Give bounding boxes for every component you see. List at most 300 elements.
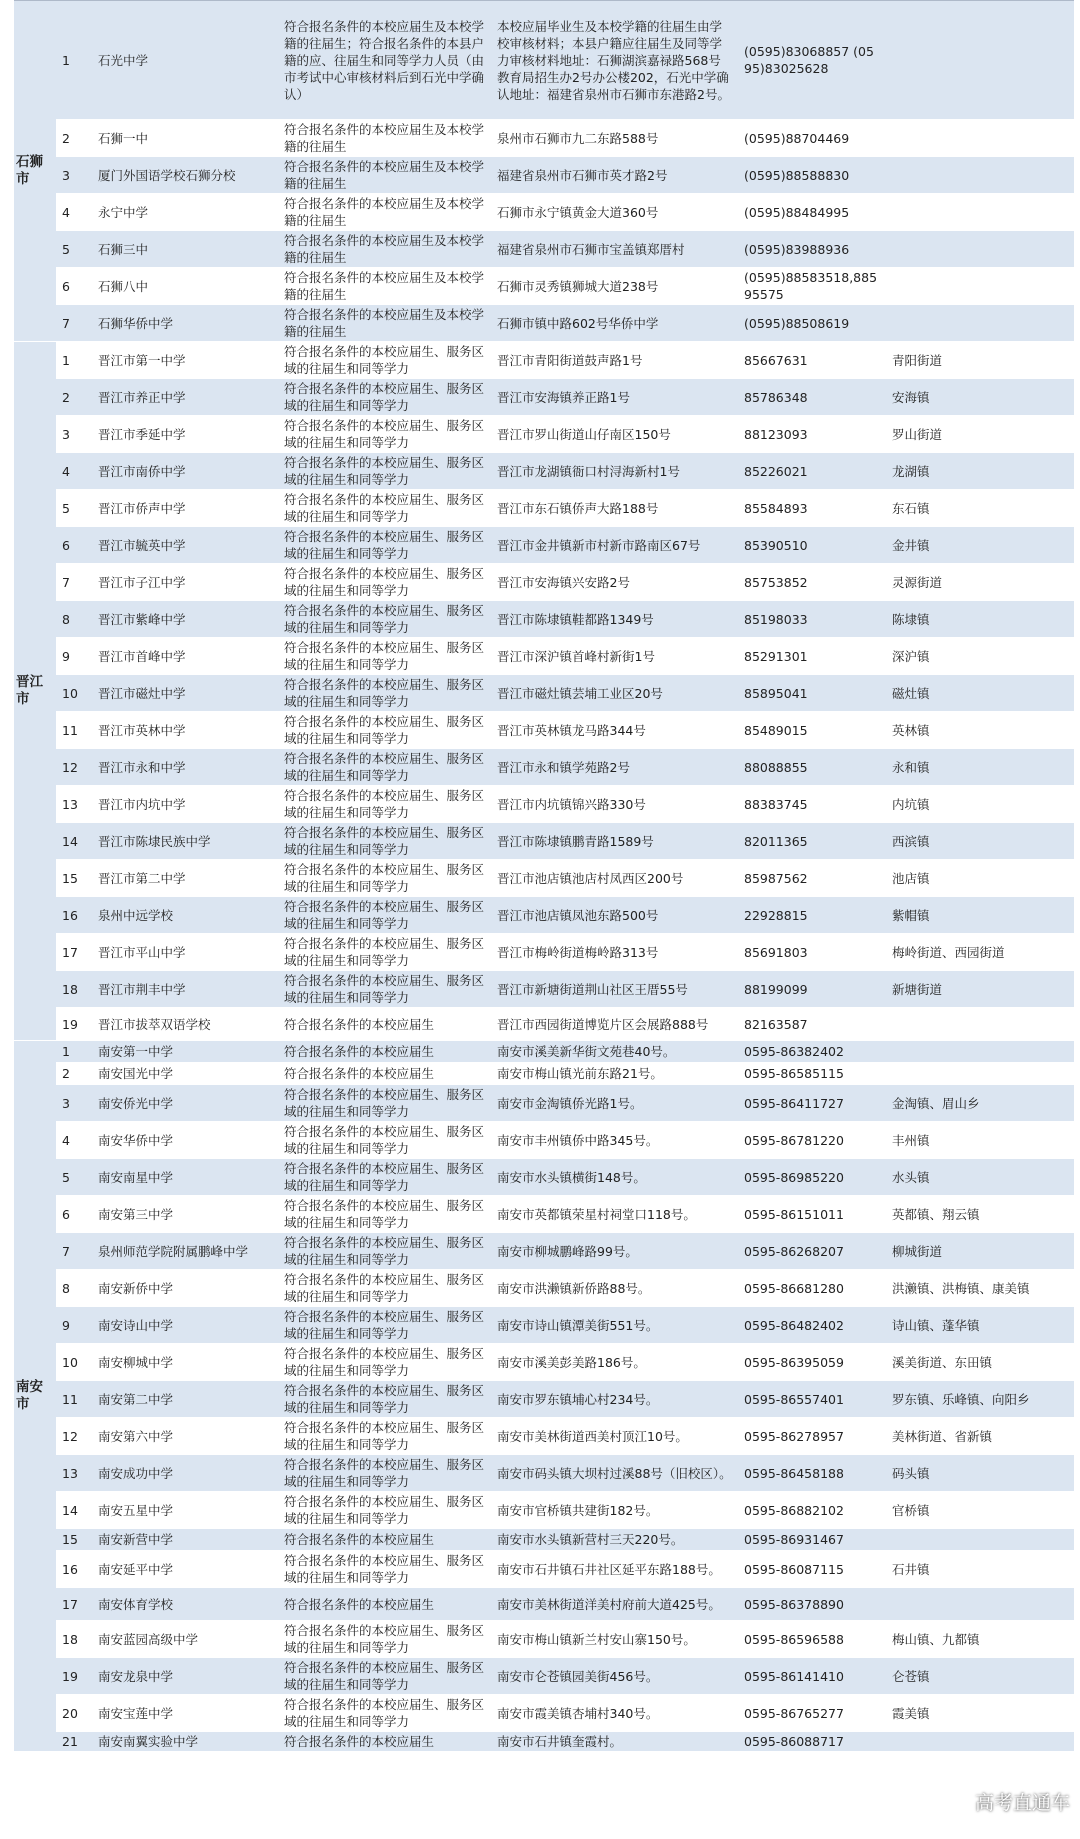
eligibility-text: 符合报名条件的本校应届生、服务区域的往届生和同等学力 [278, 1381, 491, 1418]
service-area: 池店镇 [886, 860, 1074, 897]
service-area [886, 231, 1074, 268]
service-area: 磁灶镇 [886, 675, 1074, 712]
service-area: 龙湖镇 [886, 453, 1074, 490]
address: 晋江市池店镇池店村凤西区200号 [491, 860, 738, 897]
school-name: 晋江市平山中学 [92, 934, 278, 971]
school-name: 石狮华侨中学 [92, 305, 278, 342]
phone-number: 22928815 [738, 897, 886, 934]
school-name: 南安第六中学 [92, 1418, 278, 1455]
phone-number: 0595-86268207 [738, 1233, 886, 1270]
eligibility-text: 符合报名条件的本校应届生及本校学籍的往届生 [278, 305, 491, 342]
eligibility-text: 符合报名条件的本校应届生及本校学籍的往届生 [278, 231, 491, 268]
eligibility-text: 符合报名条件的本校应届生、服务区域的往届生和同等学力 [278, 1551, 491, 1588]
school-name: 晋江市陈埭民族中学 [92, 823, 278, 860]
table-row [14, 1196, 1074, 1233]
row-number: 17 [56, 1588, 92, 1621]
school-name: 南安第三中学 [92, 1196, 278, 1233]
eligibility-text: 符合报名条件的本校应届生、服务区域的往届生和同等学力 [278, 453, 491, 490]
school-table [14, 0, 1074, 1752]
row-number: 7 [56, 1233, 92, 1270]
phone-number: 85390510 [738, 527, 886, 564]
address: 南安市仑苍镇园美街456号。 [491, 1658, 738, 1695]
phone-number: 0595-86382402 [738, 1041, 886, 1063]
table-row [14, 1159, 1074, 1196]
eligibility-text: 符合报名条件的本校应届生 [278, 1529, 491, 1551]
school-name: 南安蓝园高级中学 [92, 1621, 278, 1658]
address: 晋江市金井镇新市村新市路南区67号 [491, 527, 738, 564]
school-name: 南安新侨中学 [92, 1270, 278, 1307]
eligibility-text: 符合报名条件的本校应届生、服务区域的往届生和同等学力 [278, 1196, 491, 1233]
eligibility-text: 符合报名条件的本校应届生、服务区域的往届生和同等学力 [278, 1233, 491, 1270]
phone-number: 0595-86088717 [738, 1732, 886, 1752]
phone-number: 85198033 [738, 601, 886, 638]
address: 福建省泉州市石狮市宝盖镇郑厝村 [491, 231, 738, 268]
service-area: 仑苍镇 [886, 1658, 1074, 1695]
city-name: 石狮市 [14, 1, 56, 342]
table-row [14, 453, 1074, 490]
phone-number: 85895041 [738, 675, 886, 712]
row-number: 9 [56, 1307, 92, 1344]
eligibility-text: 符合报名条件的本校应届生、服务区域的往届生和同等学力 [278, 712, 491, 749]
phone-number: 0595-86482402 [738, 1307, 886, 1344]
row-number: 4 [56, 1122, 92, 1159]
row-number: 12 [56, 1418, 92, 1455]
service-area: 永和镇 [886, 749, 1074, 786]
service-area [886, 194, 1074, 231]
school-name: 南安国光中学 [92, 1063, 278, 1085]
eligibility-text: 符合报名条件的本校应届生、服务区域的往届生和同等学力 [278, 1695, 491, 1732]
row-number: 13 [56, 786, 92, 823]
eligibility-text: 符合报名条件的本校应届生、服务区域的往届生和同等学力 [278, 860, 491, 897]
school-name: 晋江市养正中学 [92, 379, 278, 416]
table-row [14, 1455, 1074, 1492]
table-row [14, 860, 1074, 897]
address: 晋江市磁灶镇芸埔工业区20号 [491, 675, 738, 712]
school-name: 南安五星中学 [92, 1492, 278, 1529]
phone-number: 85489015 [738, 712, 886, 749]
school-name: 泉州中远学校 [92, 897, 278, 934]
row-number: 5 [56, 1159, 92, 1196]
table-row [14, 1529, 1074, 1551]
phone-number: (0595)88583518,88595575 [738, 268, 886, 305]
service-area [886, 157, 1074, 194]
service-area: 石井镇 [886, 1551, 1074, 1588]
eligibility-text: 符合报名条件的本校应届生、服务区域的往届生和同等学力 [278, 934, 491, 971]
service-area [886, 1041, 1074, 1063]
table-row [14, 1732, 1074, 1752]
row-number: 15 [56, 1529, 92, 1551]
table-row [14, 638, 1074, 675]
phone-number: 0595-86458188 [738, 1455, 886, 1492]
table-row [14, 157, 1074, 194]
address: 石狮市灵秀镇狮城大道238号 [491, 268, 738, 305]
service-area: 梅岭街道、西园街道 [886, 934, 1074, 971]
eligibility-text: 符合报名条件的本校应届生 [278, 1588, 491, 1621]
phone-number: 0595-86931467 [738, 1529, 886, 1551]
service-area [886, 305, 1074, 342]
service-area: 溪美街道、东田镇 [886, 1344, 1074, 1381]
table-row [14, 1122, 1074, 1159]
school-name: 晋江市首峰中学 [92, 638, 278, 675]
phone-number: 0595-86378890 [738, 1588, 886, 1621]
eligibility-text: 符合报名条件的本校应届生、服务区域的往届生和同等学力 [278, 1344, 491, 1381]
school-name: 晋江市毓英中学 [92, 527, 278, 564]
eligibility-text: 符合报名条件的本校应届生、服务区域的往届生和同等学力 [278, 1658, 491, 1695]
service-area [886, 1529, 1074, 1551]
eligibility-text: 符合报名条件的本校应届生、服务区域的往届生和同等学力 [278, 675, 491, 712]
row-number: 3 [56, 1085, 92, 1122]
phone-number: 0595-86141410 [738, 1658, 886, 1695]
table-row [14, 749, 1074, 786]
phone-number: 0595-86151011 [738, 1196, 886, 1233]
phone-number: 0595-86681280 [738, 1270, 886, 1307]
phone-number: 85786348 [738, 379, 886, 416]
phone-number: 0595-86765277 [738, 1695, 886, 1732]
school-name: 南安龙泉中学 [92, 1658, 278, 1695]
table-row [14, 712, 1074, 749]
table-row [14, 305, 1074, 342]
table-row [14, 342, 1074, 379]
address: 南安市诗山镇潭美街551号。 [491, 1307, 738, 1344]
table-row [14, 1344, 1074, 1381]
address: 晋江市龙湖镇衙口村浔海新村1号 [491, 453, 738, 490]
service-area: 官桥镇 [886, 1492, 1074, 1529]
service-area: 金井镇 [886, 527, 1074, 564]
table-row [14, 675, 1074, 712]
school-name: 石狮八中 [92, 268, 278, 305]
eligibility-text: 符合报名条件的本校应届生、服务区域的往届生和同等学力 [278, 342, 491, 379]
address: 石狮市永宁镇黄金大道360号 [491, 194, 738, 231]
address: 南安市英都镇荣星村祠堂口118号。 [491, 1196, 738, 1233]
school-name: 南安第二中学 [92, 1381, 278, 1418]
address: 泉州市石狮市九二东路588号 [491, 120, 738, 157]
row-number: 7 [56, 564, 92, 601]
service-area: 霞美镇 [886, 1695, 1074, 1732]
row-number: 5 [56, 490, 92, 527]
row-number: 16 [56, 1551, 92, 1588]
school-name: 南安新营中学 [92, 1529, 278, 1551]
table-row [14, 1551, 1074, 1588]
eligibility-text: 符合报名条件的本校应届生及本校学籍的往届生 [278, 268, 491, 305]
row-number: 2 [56, 1063, 92, 1085]
service-area [886, 1732, 1074, 1752]
table-row [14, 786, 1074, 823]
service-area: 灵源街道 [886, 564, 1074, 601]
phone-number: 88383745 [738, 786, 886, 823]
row-number: 17 [56, 934, 92, 971]
address: 南安市溪美新华街文苑巷40号。 [491, 1041, 738, 1063]
eligibility-text: 符合报名条件的本校应届生、服务区域的往届生和同等学力 [278, 1122, 491, 1159]
table-row [14, 194, 1074, 231]
eligibility-text: 符合报名条件的本校应届生、服务区域的往届生和同等学力 [278, 1418, 491, 1455]
eligibility-text: 符合报名条件的本校应届生、服务区域的往届生和同等学力 [278, 1307, 491, 1344]
service-area [886, 1588, 1074, 1621]
phone-number: 82163587 [738, 1008, 886, 1041]
phone-number: 0595-86557401 [738, 1381, 886, 1418]
table-row [14, 490, 1074, 527]
address: 本校应届毕业生及本校学籍的往届生由学校审核材料；本县户籍应往届生及同等学力审核材料地址：石狮湖滨嘉禄路568号教育局招生办2号办公楼202，石光中学确认地址：福建省泉州市石狮市东港路2号。 [491, 1, 738, 120]
service-area: 洪濑镇、洪梅镇、康美镇 [886, 1270, 1074, 1307]
table-row [14, 1381, 1074, 1418]
service-area: 青阳街道 [886, 342, 1074, 379]
eligibility-text: 符合报名条件的本校应届生 [278, 1063, 491, 1085]
service-area: 西滨镇 [886, 823, 1074, 860]
row-number: 20 [56, 1695, 92, 1732]
phone-number: 88123093 [738, 416, 886, 453]
address: 晋江市梅岭街道梅岭路313号 [491, 934, 738, 971]
phone-number: (0595)88588830 [738, 157, 886, 194]
school-name: 永宁中学 [92, 194, 278, 231]
table-row [14, 934, 1074, 971]
table-row [14, 897, 1074, 934]
phone-number: 88199099 [738, 971, 886, 1008]
address: 南安市金淘镇侨光路1号。 [491, 1085, 738, 1122]
row-number: 7 [56, 305, 92, 342]
address: 南安市柳城鹏峰路99号。 [491, 1233, 738, 1270]
service-area: 金淘镇、眉山乡 [886, 1085, 1074, 1122]
row-number: 1 [56, 1041, 92, 1063]
school-name: 厦门外国语学校石狮分校 [92, 157, 278, 194]
phone-number: (0595)83068857 (0595)83025628 [738, 1, 886, 120]
table-row [14, 1008, 1074, 1041]
service-area [886, 1, 1074, 120]
phone-number: (0595)88484995 [738, 194, 886, 231]
school-name: 晋江市拔萃双语学校 [92, 1008, 278, 1041]
school-name: 晋江市季延中学 [92, 416, 278, 453]
service-area: 柳城街道 [886, 1233, 1074, 1270]
eligibility-text: 符合报名条件的本校应届生、服务区域的往届生和同等学力 [278, 416, 491, 453]
address: 晋江市安海镇养正路1号 [491, 379, 738, 416]
address: 晋江市青阳街道鼓声路1号 [491, 342, 738, 379]
address: 晋江市英林镇龙马路344号 [491, 712, 738, 749]
row-number: 19 [56, 1658, 92, 1695]
service-area: 丰州镇 [886, 1122, 1074, 1159]
table-row [14, 379, 1074, 416]
row-number: 13 [56, 1455, 92, 1492]
row-number: 5 [56, 231, 92, 268]
service-area: 水头镇 [886, 1159, 1074, 1196]
row-number: 19 [56, 1008, 92, 1041]
school-name: 南安侨光中学 [92, 1085, 278, 1122]
phone-number: 0595-86585115 [738, 1063, 886, 1085]
service-area: 罗山街道 [886, 416, 1074, 453]
service-area: 新塘街道 [886, 971, 1074, 1008]
row-number: 1 [56, 1, 92, 120]
table-row [14, 1233, 1074, 1270]
row-number: 8 [56, 601, 92, 638]
address: 晋江市永和镇学苑路2号 [491, 749, 738, 786]
city-name: 南安市 [14, 1041, 56, 1752]
school-name: 南安南星中学 [92, 1159, 278, 1196]
eligibility-text: 符合报名条件的本校应届生、服务区域的往届生和同等学力 [278, 1492, 491, 1529]
service-area: 内坑镇 [886, 786, 1074, 823]
table-row [14, 527, 1074, 564]
row-number: 16 [56, 897, 92, 934]
table-row [14, 1270, 1074, 1307]
school-name: 晋江市荆丰中学 [92, 971, 278, 1008]
address: 晋江市西园街道博览片区会展路888号 [491, 1008, 738, 1041]
table-row [14, 1307, 1074, 1344]
address: 晋江市东石镇侨声大路188号 [491, 490, 738, 527]
service-area: 英都镇、翔云镇 [886, 1196, 1074, 1233]
table-row [14, 120, 1074, 157]
eligibility-text: 符合报名条件的本校应届生、服务区域的往届生和同等学力 [278, 749, 491, 786]
row-number: 3 [56, 416, 92, 453]
table-row [14, 268, 1074, 305]
table-row [14, 601, 1074, 638]
school-name: 晋江市英林中学 [92, 712, 278, 749]
school-name: 南安延平中学 [92, 1551, 278, 1588]
eligibility-text: 符合报名条件的本校应届生及本校学籍的往届生；符合报名条件的本县户籍的应、往届生和同等学力人员（由市考试中心审核材料后到石光中学确认） [278, 1, 491, 120]
school-name: 南安诗山中学 [92, 1307, 278, 1344]
eligibility-text: 符合报名条件的本校应届生、服务区域的往届生和同等学力 [278, 1621, 491, 1658]
school-name: 南安第一中学 [92, 1041, 278, 1063]
school-name: 晋江市侨声中学 [92, 490, 278, 527]
school-name: 南安柳城中学 [92, 1344, 278, 1381]
table-row [14, 1621, 1074, 1658]
row-number: 12 [56, 749, 92, 786]
row-number: 6 [56, 268, 92, 305]
address: 南安市美林街道西美村顶江10号。 [491, 1418, 738, 1455]
address: 南安市美林街道洋美村府前大道425号。 [491, 1588, 738, 1621]
row-number: 1 [56, 342, 92, 379]
address: 南安市霞美镇杏埔村340号。 [491, 1695, 738, 1732]
service-area [886, 268, 1074, 305]
address: 南安市梅山镇光前东路21号。 [491, 1063, 738, 1085]
eligibility-text: 符合报名条件的本校应届生及本校学籍的往届生 [278, 157, 491, 194]
address: 晋江市罗山街道山仔南区150号 [491, 416, 738, 453]
row-number: 10 [56, 675, 92, 712]
row-number: 14 [56, 1492, 92, 1529]
phone-number: 85226021 [738, 453, 886, 490]
eligibility-text: 符合报名条件的本校应届生、服务区域的往届生和同等学力 [278, 1455, 491, 1492]
school-name: 泉州师范学院附属鹏峰中学 [92, 1233, 278, 1270]
row-number: 18 [56, 971, 92, 1008]
row-number: 4 [56, 194, 92, 231]
table-row [14, 971, 1074, 1008]
table-row [14, 1658, 1074, 1695]
phone-number: 82011365 [738, 823, 886, 860]
table-row [14, 1492, 1074, 1529]
eligibility-text: 符合报名条件的本校应届生、服务区域的往届生和同等学力 [278, 379, 491, 416]
row-number: 11 [56, 712, 92, 749]
eligibility-text: 符合报名条件的本校应届生 [278, 1041, 491, 1063]
school-name: 石光中学 [92, 1, 278, 120]
school-name: 石狮一中 [92, 120, 278, 157]
eligibility-text: 符合报名条件的本校应届生 [278, 1008, 491, 1041]
row-number: 10 [56, 1344, 92, 1381]
row-number: 2 [56, 379, 92, 416]
row-number: 9 [56, 638, 92, 675]
eligibility-text: 符合报名条件的本校应届生、服务区域的往届生和同等学力 [278, 786, 491, 823]
address: 南安市罗东镇埔心村234号。 [491, 1381, 738, 1418]
service-area [886, 120, 1074, 157]
phone-number: 0595-86781220 [738, 1122, 886, 1159]
address: 南安市石井镇奎霞村。 [491, 1732, 738, 1752]
service-area [886, 1008, 1074, 1041]
school-name: 南安体育学校 [92, 1588, 278, 1621]
service-area: 东石镇 [886, 490, 1074, 527]
service-area: 罗东镇、乐峰镇、向阳乡 [886, 1381, 1074, 1418]
phone-number: 0595-86596588 [738, 1621, 886, 1658]
eligibility-text: 符合报名条件的本校应届生、服务区域的往届生和同等学力 [278, 897, 491, 934]
address: 南安市梅山镇新兰村安山寨150号。 [491, 1621, 738, 1658]
row-number: 2 [56, 120, 92, 157]
table-row [14, 231, 1074, 268]
address: 石狮市镇中路602号华侨中学 [491, 305, 738, 342]
school-name: 晋江市紫峰中学 [92, 601, 278, 638]
phone-number: 85667631 [738, 342, 886, 379]
phone-number: 0595-86087115 [738, 1551, 886, 1588]
address: 晋江市深沪镇首峰村新街1号 [491, 638, 738, 675]
city-name: 晋江市 [14, 342, 56, 1041]
phone-number: 85584893 [738, 490, 886, 527]
eligibility-text: 符合报名条件的本校应届生、服务区域的往届生和同等学力 [278, 601, 491, 638]
address: 南安市水头镇横街148号。 [491, 1159, 738, 1196]
school-name: 石狮三中 [92, 231, 278, 268]
table-row [14, 1695, 1074, 1732]
phone-number: (0595)88704469 [738, 120, 886, 157]
service-area: 诗山镇、蓬华镇 [886, 1307, 1074, 1344]
table-row [14, 416, 1074, 453]
phone-number: (0595)83988936 [738, 231, 886, 268]
row-number: 6 [56, 1196, 92, 1233]
school-name: 南安宝莲中学 [92, 1695, 278, 1732]
service-area: 深沪镇 [886, 638, 1074, 675]
school-name: 晋江市第二中学 [92, 860, 278, 897]
phone-number: 85753852 [738, 564, 886, 601]
address: 晋江市内坑镇锦兴路330号 [491, 786, 738, 823]
service-area: 梅山镇、九都镇 [886, 1621, 1074, 1658]
eligibility-text: 符合报名条件的本校应届生及本校学籍的往届生 [278, 120, 491, 157]
eligibility-text: 符合报名条件的本校应届生、服务区域的往届生和同等学力 [278, 564, 491, 601]
eligibility-text: 符合报名条件的本校应届生、服务区域的往届生和同等学力 [278, 971, 491, 1008]
phone-number: 85291301 [738, 638, 886, 675]
address: 南安市溪美彭美路186号。 [491, 1344, 738, 1381]
row-number: 6 [56, 527, 92, 564]
address: 晋江市新塘街道荆山社区王厝55号 [491, 971, 738, 1008]
table-row [14, 1063, 1074, 1085]
eligibility-text: 符合报名条件的本校应届生、服务区域的往届生和同等学力 [278, 527, 491, 564]
table-row [14, 823, 1074, 860]
school-name: 晋江市子江中学 [92, 564, 278, 601]
table-row [14, 1588, 1074, 1621]
eligibility-text: 符合报名条件的本校应届生、服务区域的往届生和同等学力 [278, 1085, 491, 1122]
eligibility-text: 符合报名条件的本校应届生、服务区域的往届生和同等学力 [278, 490, 491, 527]
row-number: 15 [56, 860, 92, 897]
address: 南安市丰州镇侨中路345号。 [491, 1122, 738, 1159]
phone-number: 0595-86411727 [738, 1085, 886, 1122]
school-name: 晋江市内坑中学 [92, 786, 278, 823]
address: 南安市水头镇新营村三天220号。 [491, 1529, 738, 1551]
service-area: 美林街道、省新镇 [886, 1418, 1074, 1455]
table-row [14, 1041, 1074, 1063]
address: 晋江市安海镇兴安路2号 [491, 564, 738, 601]
phone-number: 0595-86395059 [738, 1344, 886, 1381]
eligibility-text: 符合报名条件的本校应届生、服务区域的往届生和同等学力 [278, 1270, 491, 1307]
address: 晋江市池店镇凤池东路500号 [491, 897, 738, 934]
table-row [14, 1, 1074, 120]
phone-number: 0595-86985220 [738, 1159, 886, 1196]
eligibility-text: 符合报名条件的本校应届生、服务区域的往届生和同等学力 [278, 823, 491, 860]
table-row [14, 1085, 1074, 1122]
school-name: 南安成功中学 [92, 1455, 278, 1492]
row-number: 11 [56, 1381, 92, 1418]
address: 南安市官桥镇共建街182号。 [491, 1492, 738, 1529]
service-area: 安海镇 [886, 379, 1074, 416]
row-number: 21 [56, 1732, 92, 1752]
school-name: 晋江市永和中学 [92, 749, 278, 786]
